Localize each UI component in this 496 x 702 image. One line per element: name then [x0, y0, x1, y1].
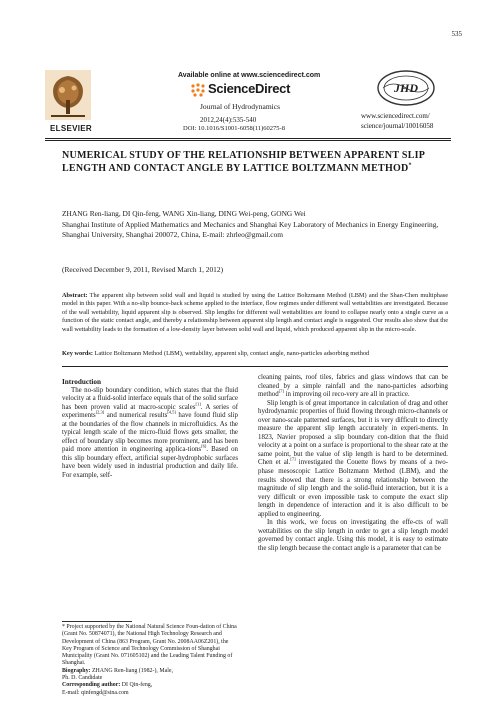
paragraph-text: and numerical results: [104, 412, 168, 420]
article-title-text: NUMERICAL STUDY OF THE RELATIONSHIP BETWEEN APPARENT SLIP LENGTH AND CONTACT ANGLE BY LATTICE BOLTZMANN METHOD: [62, 150, 425, 174]
section-heading-introduction: Introduction: [62, 378, 102, 386]
biography-label: Biography:: [62, 667, 91, 674]
abstract-rule: [62, 366, 448, 367]
paragraph-text: cleaning paints, roof tiles, fabrics and glass windows that can be cleaned by a simple rainfall and the nano-particles adsorbing method: [258, 374, 448, 399]
footnote: [62, 624, 238, 697]
available-online-text: Available online at www.sciencedirect.com: [178, 72, 321, 79]
citation-reference: [1]: [195, 401, 201, 407]
jhd-logo: [375, 68, 437, 108]
paragraph-text: investigated the Couette flows by means of a two-phase mesoscopic Lattice Boltzmann Method (LBM), and the results showed that there is a strong relationship between the magnitude of slip length and the solid-fluid interaction, but it is a very difficult or even impossible task to compute the exact slip length in dependence of interaction and it is also difficult to be applied to engineering.: [258, 459, 448, 518]
abstract-label: Abstract:: [62, 292, 88, 299]
keywords: [62, 350, 448, 357]
paragraph: [62, 387, 238, 481]
paragraph: [258, 374, 448, 400]
title-footnote-mark: *: [408, 162, 412, 169]
paragraph-text: In this work, we focus on investigating the effe-cts of wall wettabilities on the slip length in order to get a slip length model governed by contact angle. Using this model, it is easy to estimate the slip length because the contact angle is a parameter that can be: [258, 519, 448, 552]
citation-reference: [4,5]: [167, 409, 176, 415]
citation-reference: [6]: [201, 444, 207, 450]
abstract-text: The apparent slip between solid wall and liquid is studied by using the Lattice Boltzmann Method (LBM) and the Shan-Chen multiphase model in this paper. With a no-slip bounce-back scheme applied to the interface, flow regimes under different wall wettabilities are investigated. Because of the wall wettability, liquid apparent slip is observed. Slip lengths for different wall wettabilities are found to collapse nearly onto a single curve as a function of the static contact angle, and thereby a relationship between apparent slip length and contact angle is suggested. Our results also show that the wall wettability leads to the formation of a low-density layer between solid wall and liquid, which produced apparent slip in the micro-scale.: [62, 292, 448, 333]
right-column: [258, 374, 448, 553]
journal-url-line2: science/journal/10016058: [361, 121, 434, 130]
footnote-corresponding: [62, 682, 238, 689]
footnote-funding: * Project supported by the National Natural Science Foun-dation of China (Grant No. 50874071), the National High Technology Research and Development of China (863 Program, Grant No. 2008AA06Z201), the Key Program of Science and Technology Commission of Shanghai Municipality (Grant No. 071605102) and the Leading Talent Funding of Shanghai.: [62, 624, 237, 667]
sciencedirect-dots-icon: [190, 82, 206, 98]
keywords-text: Lattice Boltzmann Method (LBM), wettability, apparent slip, contact angle, nano-particles adsorbing method: [94, 350, 370, 357]
elsevier-wordmark: ELSEVIER: [50, 124, 92, 133]
footnote-biography: [62, 668, 238, 675]
corresponding-text: DI Qin-feng,: [120, 682, 153, 689]
citation-reference: [7]: [278, 388, 284, 394]
left-column: [62, 378, 238, 481]
abstract: [62, 292, 448, 334]
paragraph: [258, 400, 448, 520]
footnote-email: E-mail: qinfengd@sina.com: [62, 689, 129, 696]
paragraph-text: in improving oil reco-very are all in practice.: [283, 391, 410, 399]
sciencedirect-wordmark: ScienceDirect: [208, 81, 291, 96]
paragraph: [258, 519, 448, 553]
received-dates: (Received December 9, 2011, Revised March 1, 2012): [62, 265, 224, 274]
authors: ZHANG Ren-liang, DI Qin-feng, WANG Xin-liang, DING Wei-peng, GONG Wei: [62, 209, 306, 218]
footnote-rule: [62, 621, 132, 622]
jhd-logo-text: JHD: [394, 81, 418, 95]
paragraph-text: The no-slip boundary condition, which states that the fluid velocity at a fluid-solid interface equals that of the solid surface has been proven valid at macro-scopic scales: [62, 386, 238, 411]
page-number: 535: [451, 30, 462, 38]
elsevier-tree-logo: [45, 70, 91, 120]
header-rule-second: [45, 140, 451, 141]
affiliation: Shanghai Institute of Applied Mathematics and Mechanics and Shanghai Key Laboratory of Mechanics in Energy Engineering, Shanghai University, Shanghai 200072, China, E-mail: zhrleo@gmail.com: [62, 220, 439, 239]
paragraph-text: . A series of experiments: [62, 403, 238, 420]
paragraph-text: have found fluid slip at the boundaries of the flow channels in microfluidics. As the typical length scale of the micro-fluid flows gets smaller, the effect of boundary slip becomes more prominent, and has been paid more attention in engineering applica-tions: [62, 412, 238, 454]
biography-text: ZHANG Ren-liang (1982-), Male,: [90, 667, 173, 674]
header-rule: [45, 138, 451, 139]
doi: DOI: 10.1016/S1001-6058(11)60275-8: [183, 125, 285, 132]
footnote-degree: Ph. D. Candidate: [62, 675, 103, 682]
keywords-label: Key words:: [62, 350, 93, 357]
citation-reference: [7]: [290, 457, 296, 463]
citation-reference: [2,3]: [95, 409, 105, 415]
journal-name: Journal of Hydrodynamics: [200, 102, 280, 111]
article-title: [62, 150, 440, 175]
journal-url: [361, 112, 433, 131]
citation: 2012,24(4):535-540: [200, 116, 257, 124]
journal-url-line1: www.sciencedirect.com/: [361, 112, 430, 120]
corresponding-label: Corresponding author:: [62, 682, 121, 689]
paragraph-text: . Based on this slip boundary effect, artificial super-hydrophobic surfaces have been widely used in industrial production and daily life. For example, self-: [62, 446, 238, 480]
paragraph-text: Slip length is of great importance in calculation of drag and other hydrodynamic properties of fluid flowing through micro-channels or over nano-scale patterned surfaces, but it is very difficult to directly measure the apparent slip length accurately in experi-ments. In 1823, Navier proposed a slip boundary con-dition that the fluid velocity at a point on a surface is proportional to the shear rate at the same point, but the value of slip length is hard to be determined. Chen et al.: [258, 399, 448, 467]
